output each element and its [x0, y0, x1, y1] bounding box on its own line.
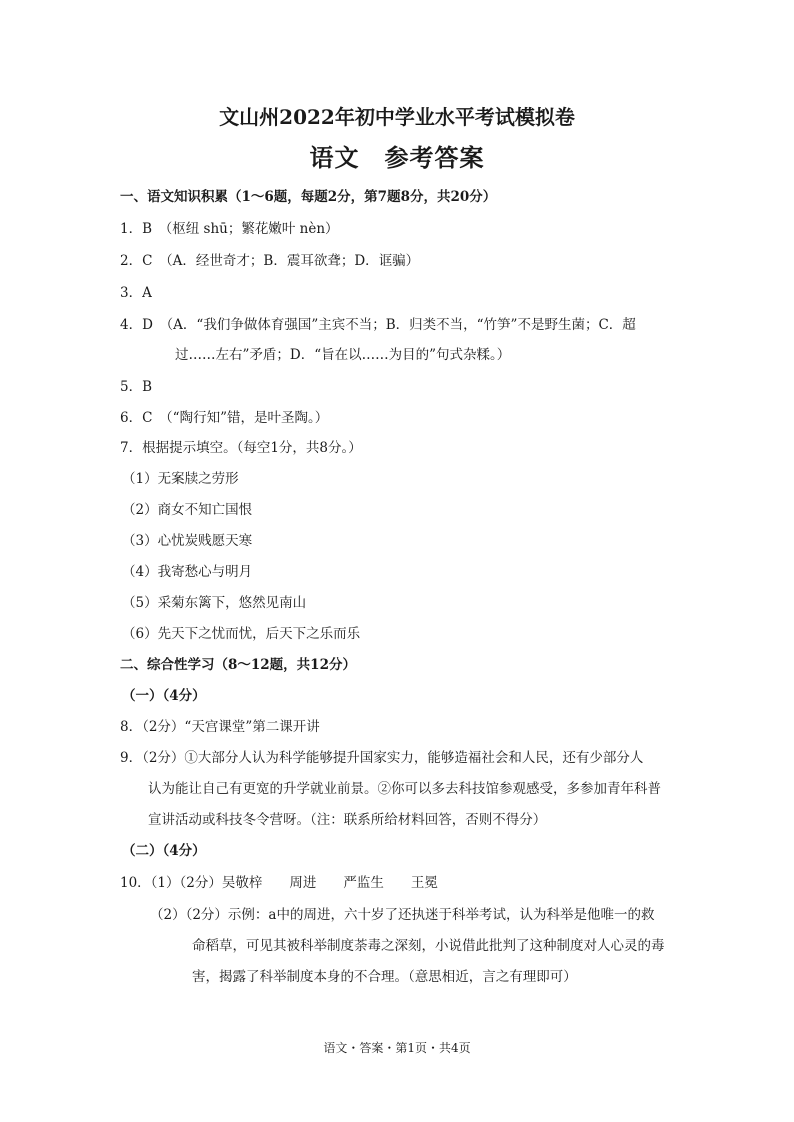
answer-item-10-2: （2）（2分）示例：a中的周进，六十岁了还执迷于科举考试，认为科举是他唯一的救 [150, 907, 655, 923]
section-heading-comprehensive: 二、综合性学习（8～12题，共12分） [120, 657, 356, 673]
answer-item-5: 5．B [120, 379, 153, 395]
answer-item-7-2: （2）商女不知亡国恨 [122, 502, 253, 518]
answer-item-10-2-cont-2: 害，揭露了科举制度本身的不合理。（意思相近，言之有理即可） [192, 969, 577, 985]
answer-item-3: 3．A [120, 285, 152, 301]
answer-item-10-1: 10．（1）（2分）吴敬梓 周进 严监生 王冕 [120, 875, 438, 891]
answer-item-10-2-cont-1: 命稻草，可见其被科举制度荼毒之深刻，小说借此批判了这种制度对人心灵的毒 [192, 938, 665, 954]
page-footer: 语文・答案・第1页・共4页 [323, 1041, 471, 1055]
answer-item-9-cont-2: 宣讲活动或科技冬令营呀。（注：联系所给材料回答，否则不得分） [148, 812, 547, 828]
answer-item-7-1: （1）无案牍之劳形 [122, 471, 239, 487]
answer-item-4: 4．D （A．“我们争做体育强国”主宾不当；B．归类不当，“竹笋”不是野生菌；C．超 [120, 317, 636, 333]
answer-item-2: 2．C （A．经世奇才；B．震耳欲聋；D．诓骗） [120, 253, 420, 269]
answer-item-8: 8．（2分）“天宫课堂”第二课开讲 [120, 719, 320, 735]
answer-subtitle: 语文 参考答案 [309, 143, 485, 172]
subsection-heading-1: （一）（4分） [122, 688, 206, 704]
answer-item-7-3: （3）心忧炭贱愿天寒 [122, 533, 253, 549]
exam-title: 文山州2022年初中学业水平考试模拟卷 [219, 105, 575, 129]
answer-item-7-6: （6）先天下之忧而忧，后天下之乐而乐 [122, 626, 361, 642]
answer-item-6: 6．C （“陶行知”错，是叶圣陶。） [120, 410, 329, 426]
answer-item-9: 9．（2分）①大部分人认为科学能够提升国家实力，能够造福社会和人民，还有少部分人 [120, 750, 644, 766]
answer-item-7: 7．根据提示填空。（每空1分，共8分。） [120, 440, 362, 456]
answer-item-9-cont-1: 认为能让自己有更宽的升学就业前景。②你可以多去科技馆参观感受，多参加青年科普 [148, 781, 661, 797]
answer-item-7-5: （5）采菊东篱下，悠然见南山 [122, 595, 307, 611]
answer-item-4-cont: 过……左右”矛盾；D．“旨在以……为目的”句式杂糅。） [175, 347, 511, 363]
subsection-heading-2: （二）（4分） [122, 843, 206, 859]
section-heading-knowledge: 一、语文知识积累（1～6题，每题2分，第7题8分，共20分） [120, 189, 497, 205]
answer-item-1: 1．B （枢纽 shū；繁花嫩叶 nèn） [120, 221, 339, 237]
answer-item-7-4: （4）我寄愁心与明月 [122, 564, 253, 580]
